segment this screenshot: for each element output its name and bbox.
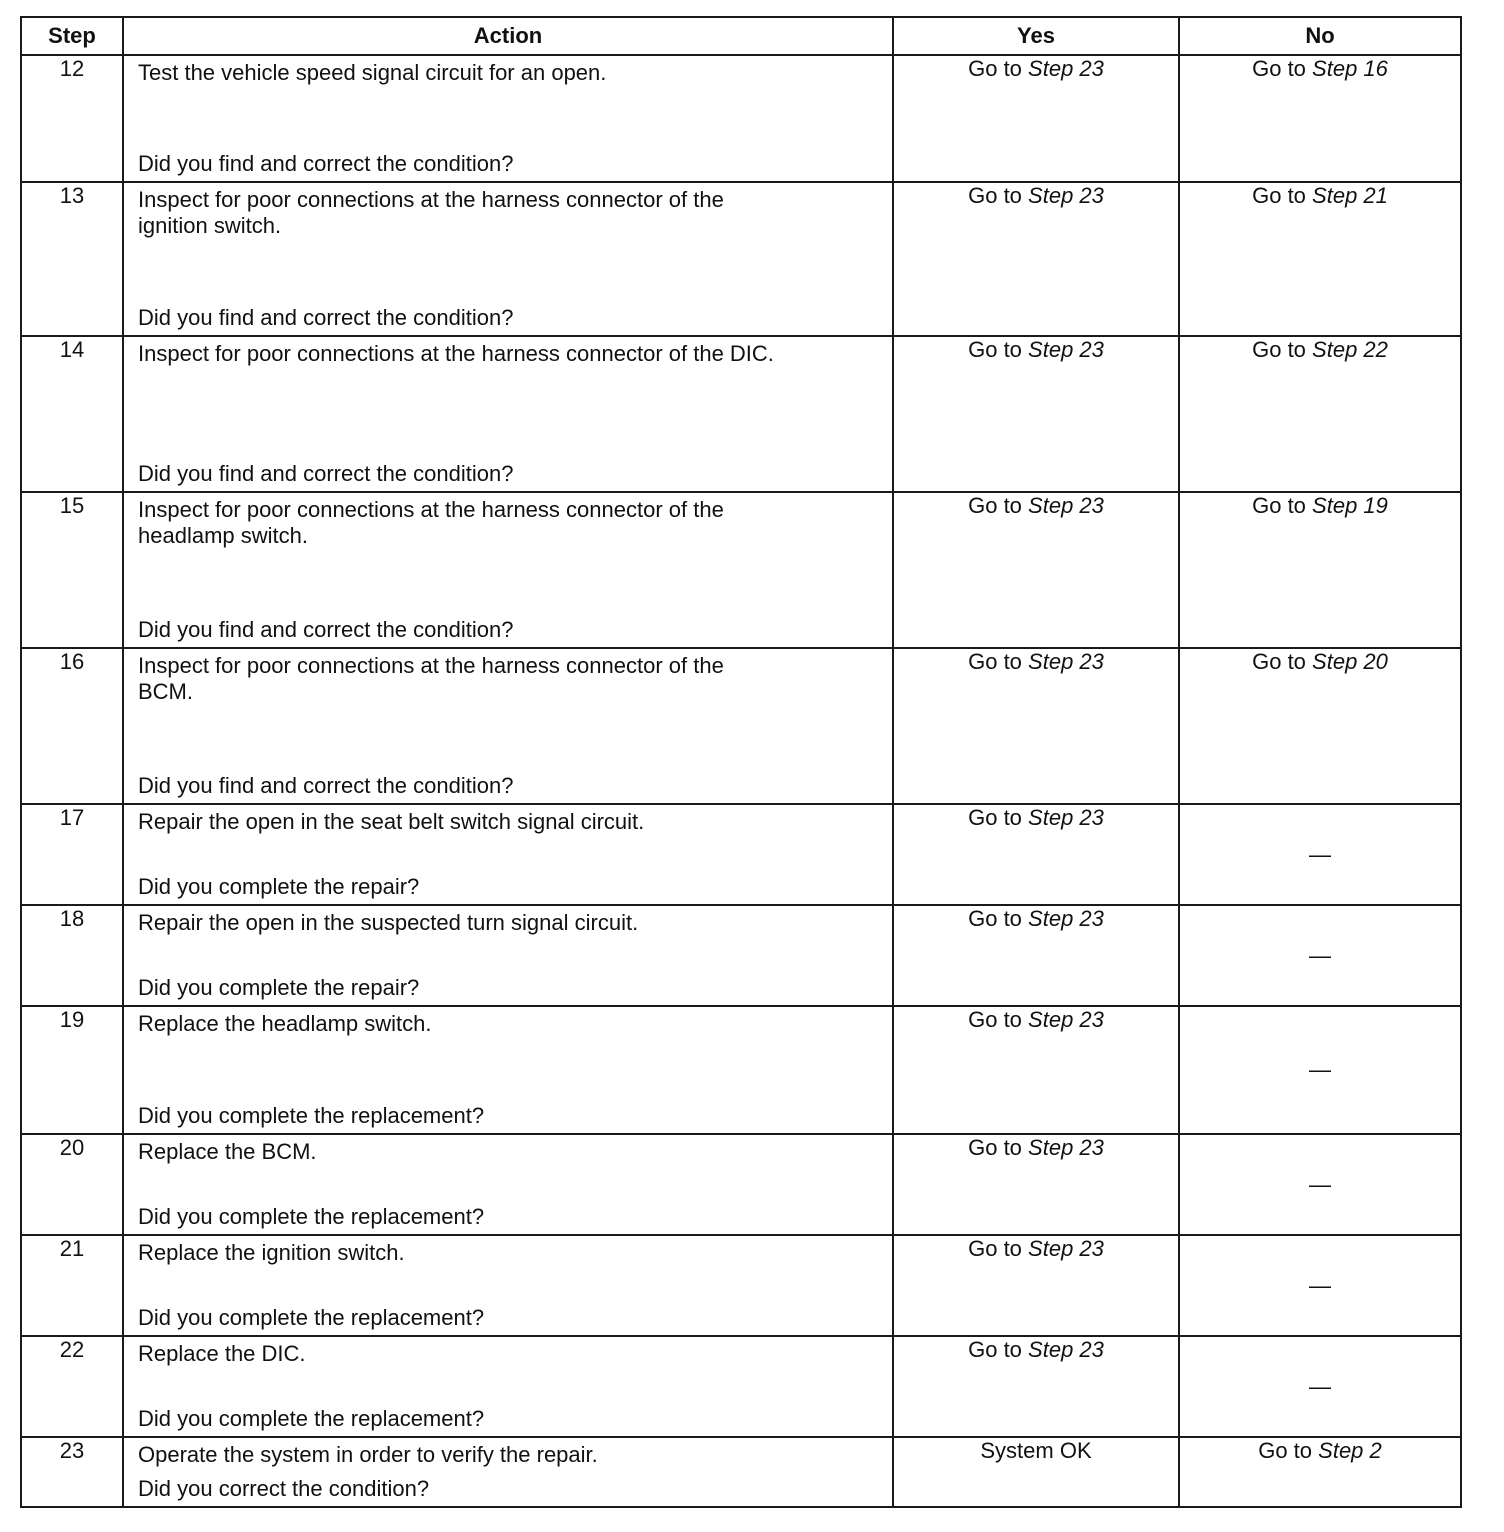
action-cell [123, 1006, 893, 1134]
no-result-dash: — [1309, 1171, 1331, 1197]
yes-goto-prefix: Go to [968, 906, 1022, 931]
yes-result [893, 1235, 1179, 1336]
action-instruction: Inspect for poor connections at the harness connector of the headlamp switch. [138, 497, 724, 548]
yes-result [893, 492, 1179, 648]
yes-goto-prefix: Go to [968, 1337, 1022, 1362]
no-result-dash: — [1309, 1272, 1331, 1298]
step-number: 12 [21, 55, 123, 182]
table-row [21, 648, 1461, 804]
yes-goto-step: Step 23 [1028, 183, 1104, 208]
action-cell [123, 492, 893, 648]
yes-result [893, 182, 1179, 336]
no-goto-prefix: Go to [1252, 56, 1306, 81]
action-instruction: Inspect for poor connections at the harness connector of the BCM. [138, 653, 724, 704]
no-goto-prefix: Go to [1252, 649, 1306, 674]
yes-goto-step: Step 23 [1028, 1007, 1104, 1032]
no-goto-step: Step 16 [1312, 56, 1388, 81]
yes-result [893, 1336, 1179, 1437]
action-cell [123, 1336, 893, 1437]
step-number: 14 [21, 336, 123, 492]
no-goto-step: Step 19 [1312, 493, 1388, 518]
action-instruction: Replace the DIC. [138, 1341, 306, 1366]
yes-goto-step: Step 23 [1028, 805, 1104, 830]
yes-result [893, 336, 1179, 492]
yes-result [893, 55, 1179, 182]
no-result-dash: — [1309, 841, 1331, 867]
action-instruction: Inspect for poor connections at the harness connector of the ignition switch. [138, 187, 724, 238]
header-action: Action [123, 17, 893, 55]
yes-result [893, 648, 1179, 804]
yes-goto-step: Step 23 [1028, 56, 1104, 81]
table-row [21, 55, 1461, 182]
action-question: Did you complete the replacement? [138, 1204, 485, 1229]
step-number: 22 [21, 1336, 123, 1437]
yes-goto-step: Step 23 [1028, 493, 1104, 518]
table-row [21, 1006, 1461, 1134]
yes-goto-prefix: Go to [968, 183, 1022, 208]
yes-goto-step: Step 23 [1028, 649, 1104, 674]
no-goto-prefix: Go to [1258, 1438, 1313, 1463]
no-result [1179, 55, 1461, 182]
action-question: Did you complete the replacement? [138, 1305, 485, 1330]
yes-result [893, 1006, 1179, 1134]
action-cell [123, 1437, 893, 1507]
yes-result [893, 1134, 1179, 1235]
action-question: Did you complete the replacement? [138, 1103, 485, 1128]
no-goto-prefix: Go to [1252, 493, 1306, 518]
action-instruction: Inspect for poor connections at the harness connector of the DIC. [138, 341, 774, 366]
yes-goto-prefix: Go to [968, 805, 1022, 830]
no-result [1179, 182, 1461, 336]
yes-result-text: System OK [980, 1438, 1092, 1463]
action-instruction: Replace the ignition switch. [138, 1240, 405, 1265]
no-result [1179, 336, 1461, 492]
yes-goto-prefix: Go to [968, 493, 1022, 518]
table-row [21, 905, 1461, 1006]
action-instruction: Replace the headlamp switch. [138, 1011, 432, 1036]
diagnostic-table [20, 16, 1462, 1508]
no-goto-prefix: Go to [1252, 337, 1306, 362]
step-number: 16 [21, 648, 123, 804]
step-number: 18 [21, 905, 123, 1006]
yes-goto-prefix: Go to [968, 1007, 1022, 1032]
yes-goto-step: Step 23 [1028, 1337, 1104, 1362]
no-goto-step: Step 20 [1312, 649, 1388, 674]
header-step: Step [21, 17, 123, 55]
action-cell [123, 905, 893, 1006]
action-instruction: Repair the open in the suspected turn signal circuit. [138, 910, 639, 935]
action-instruction: Operate the system in order to verify the repair. [138, 1442, 598, 1467]
no-result [1179, 1235, 1461, 1336]
action-cell [123, 182, 893, 336]
no-result-dash: — [1309, 1373, 1331, 1399]
no-result [1179, 648, 1461, 804]
action-instruction: Repair the open in the seat belt switch signal circuit. [138, 809, 645, 834]
action-question: Did you complete the repair? [138, 975, 420, 1000]
step-number: 13 [21, 182, 123, 336]
no-result [1179, 804, 1461, 905]
yes-goto-prefix: Go to [968, 56, 1022, 81]
step-number: 23 [21, 1437, 123, 1507]
step-number: 20 [21, 1134, 123, 1235]
action-question: Did you find and correct the condition? [138, 617, 514, 642]
no-result [1179, 905, 1461, 1006]
no-result [1179, 1134, 1461, 1235]
header-no: No [1179, 17, 1461, 55]
step-number: 17 [21, 804, 123, 905]
step-number: 15 [21, 492, 123, 648]
no-goto-step: Step 21 [1312, 183, 1388, 208]
yes-result [893, 1437, 1179, 1507]
yes-result [893, 905, 1179, 1006]
action-instruction: Replace the BCM. [138, 1139, 317, 1164]
action-question: Did you find and correct the condition? [138, 461, 514, 486]
action-cell [123, 648, 893, 804]
action-instruction: Test the vehicle speed signal circuit for an open. [138, 60, 607, 85]
action-cell [123, 1134, 893, 1235]
action-question: Did you find and correct the condition? [138, 773, 514, 798]
yes-goto-step: Step 23 [1028, 337, 1104, 362]
action-question: Did you complete the replacement? [138, 1406, 485, 1431]
yes-goto-step: Step 23 [1028, 906, 1104, 931]
yes-goto-step: Step 23 [1028, 1135, 1104, 1160]
table-row [21, 336, 1461, 492]
no-goto-step: Step 2 [1318, 1438, 1382, 1463]
table-row [21, 492, 1461, 648]
yes-goto-prefix: Go to [968, 1135, 1022, 1160]
action-cell [123, 336, 893, 492]
header-yes: Yes [893, 17, 1179, 55]
table-row [21, 1437, 1461, 1507]
no-result-dash: — [1309, 942, 1331, 968]
table-row [21, 182, 1461, 336]
yes-goto-prefix: Go to [968, 1236, 1022, 1261]
action-question: Did you find and correct the condition? [138, 151, 514, 176]
action-question: Did you correct the condition? [138, 1476, 430, 1501]
no-result [1179, 1336, 1461, 1437]
action-cell [123, 1235, 893, 1336]
table-row [21, 1134, 1461, 1235]
no-goto-prefix: Go to [1252, 183, 1306, 208]
yes-result [893, 804, 1179, 905]
yes-goto-prefix: Go to [968, 337, 1022, 362]
table-row [21, 1336, 1461, 1437]
table-row [21, 1235, 1461, 1336]
table-body [21, 55, 1461, 1507]
step-number: 19 [21, 1006, 123, 1134]
action-cell [123, 55, 893, 182]
action-question: Did you find and correct the condition? [138, 305, 514, 330]
action-question: Did you complete the repair? [138, 874, 420, 899]
no-result [1179, 1437, 1461, 1507]
yes-goto-prefix: Go to [968, 649, 1022, 674]
no-goto-step: Step 22 [1312, 337, 1388, 362]
header-row [21, 17, 1461, 55]
no-result-dash: — [1309, 1057, 1331, 1082]
yes-goto-step: Step 23 [1028, 1236, 1104, 1261]
table-row [21, 804, 1461, 905]
step-number: 21 [21, 1235, 123, 1336]
no-result [1179, 492, 1461, 648]
action-cell [123, 804, 893, 905]
no-result [1179, 1006, 1461, 1134]
